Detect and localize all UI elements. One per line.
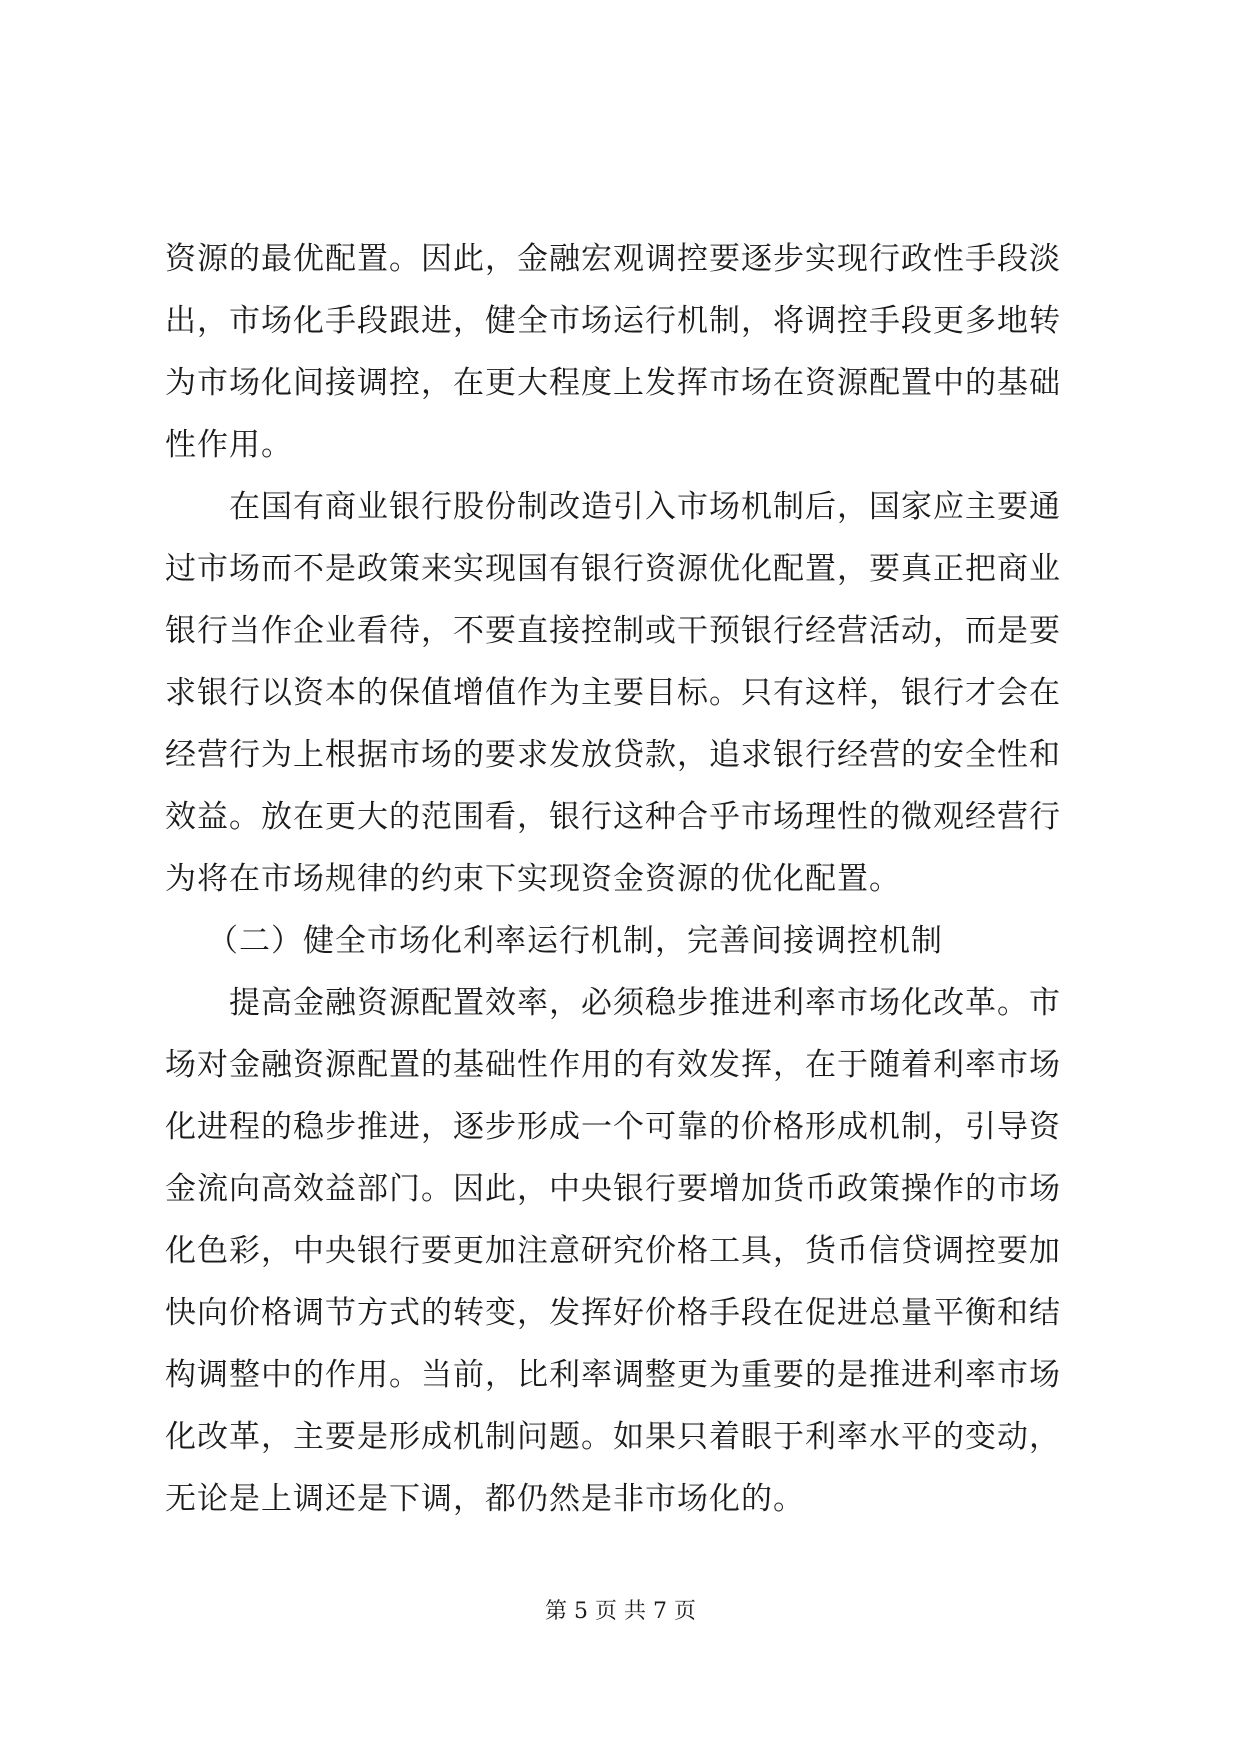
section-heading: （二）健全市场化利率运行机制，完善间接调控机制 <box>207 923 943 959</box>
text-line: 化色彩，中央银行要更加注意研究价格工具，货币信贷调控要加 <box>165 1233 1061 1269</box>
text-line: 效益。放在更大的范围看，银行这种合乎市场理性的微观经营行 <box>165 799 1061 835</box>
text-line: 为将在市场规律的约束下实现资金资源的优化配置。 <box>165 861 901 897</box>
text-line: 快向价格调节方式的转变，发挥好价格手段在促进总量平衡和结 <box>165 1295 1061 1331</box>
text-line: 性作用。 <box>165 427 293 463</box>
page-footer <box>0 1597 1241 1627</box>
text-line: 出，市场化手段跟进，健全市场运行机制，将调控手段更多地转 <box>165 303 1061 339</box>
text-line: 无论是上调还是下调，都仍然是非市场化的。 <box>165 1481 805 1517</box>
document-body <box>165 228 1080 1530</box>
page-number-label: 第 5 页 共 7 页 <box>545 1599 696 1624</box>
text-line: 在国有商业银行股份制改造引入市场机制后，国家应主要通 <box>165 489 1061 525</box>
text-line: 资源的最优配置。因此，金融宏观调控要逐步实现行政性手段淡 <box>165 241 1061 277</box>
text-line: 为市场化间接调控，在更大程度上发挥市场在资源配置中的基础 <box>165 365 1061 401</box>
text-line: 金流向高效益部门。因此，中央银行要增加货币政策操作的市场 <box>165 1171 1061 1207</box>
text-line: 过市场而不是政策来实现国有银行资源优化配置，要真正把商业 <box>165 551 1061 587</box>
text-line: 场对金融资源配置的基础性作用的有效发挥，在于随着利率市场 <box>165 1047 1061 1083</box>
text-line: 经营行为上根据市场的要求发放贷款，追求银行经营的安全性和 <box>165 737 1061 773</box>
text-line: 银行当作企业看待，不要直接控制或干预银行经营活动，而是要 <box>165 613 1061 649</box>
text-line: 构调整中的作用。当前，比利率调整更为重要的是推进利率市场 <box>165 1357 1061 1393</box>
text-line: 求银行以资本的保值增值作为主要目标。只有这样，银行才会在 <box>165 675 1061 711</box>
text-line: 化进程的稳步推进，逐步形成一个可靠的价格形成机制，引导资 <box>165 1109 1061 1145</box>
text-line: 化改革，主要是形成机制问题。如果只着眼于利率水平的变动， <box>165 1419 1061 1455</box>
text-line: 提高金融资源配置效率，必须稳步推进利率市场化改革。市 <box>165 985 1061 1021</box>
